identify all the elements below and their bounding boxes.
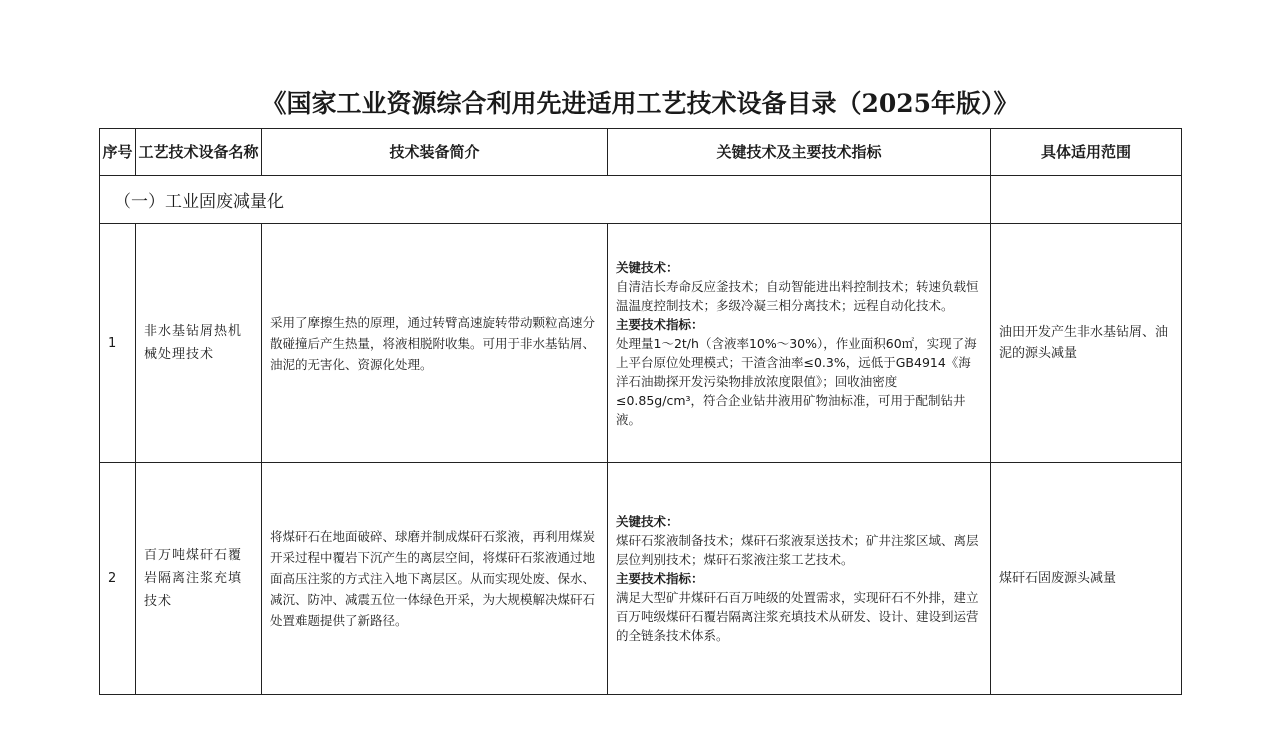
- row-tech-name: 百万吨煤矸石覆岩隔离注浆充填技术: [136, 463, 262, 695]
- index-text: 满足大型矿井煤矸石百万吨级的处置需求，实现矸石不外排，建立百万吨级煤矸石覆岩隔离注浆充填技术从研发、设计、建设到运营的全链条技术体系。: [616, 590, 979, 643]
- row-number: 1: [100, 224, 136, 463]
- catalog-table: [99, 128, 1182, 695]
- table-header-row: [100, 129, 1182, 176]
- header-intro: 技术装备简介: [262, 129, 608, 176]
- key-tech-label: 关键技术：: [616, 514, 679, 529]
- row-tech-name: 非水基钻屑热机械处理技术: [136, 224, 262, 463]
- category-empty-cell: [991, 176, 1182, 224]
- row-intro: 采用了摩擦生热的原理，通过转臂高速旋转带动颗粒高速分散碰撞后产生热量，将液相脱附收集。可用于非水基钻屑、油泥的无害化、资源化处理。: [262, 224, 608, 463]
- header-name: 工艺技术设备名称: [136, 129, 262, 176]
- key-tech-label: 关键技术：: [616, 259, 679, 275]
- header-seq: 序号: [100, 129, 136, 176]
- key-tech-text: 煤矸石浆液制备技术；煤矸石浆液泵送技术；矿井注浆区域、离层层位判别技术；煤矸石浆液注浆工艺技术。: [616, 533, 979, 567]
- index-text: 处理量1～2t/h（含液率10%～30%），作业面积60㎡，实现了海上平台原位处理模式；干渣含油率≤0.3%，远低于GB4914《海洋石油勘探开发污染物排放浓度限值》；回收油密度≤0.85g/cm³，符合企业钻井液用矿物油标准，可用于配制钻井液。: [616, 335, 977, 427]
- row-key-tech: [608, 463, 991, 695]
- document-title: 《国家工业资源综合利用先进适用工艺技术设备目录（2025年版）》: [261, 89, 1019, 118]
- table-row: [100, 224, 1182, 463]
- row-scope: 油田开发产生非水基钻屑、油泥的源头减量: [991, 224, 1182, 463]
- category-label: （一）工业固废减量化: [100, 176, 991, 224]
- row-intro: 将煤矸石在地面破碎、球磨并制成煤矸石浆液，再利用煤炭开采过程中覆岩下沉产生的离层空间，将煤矸石浆液通过地面高压注浆的方式注入地下离层区。从而实现处废、保水、减沉、防冲、减震五位一体绿色开采，为大规模解决煤矸石处置难题提供了新路径。: [262, 463, 608, 695]
- row-number: 2: [100, 463, 136, 695]
- header-scope: 具体适用范围: [991, 129, 1182, 176]
- index-label: 主要技术指标：: [616, 571, 704, 586]
- table-row: [100, 463, 1182, 695]
- index-label: 主要技术指标：: [616, 316, 704, 332]
- category-row: [100, 176, 1182, 224]
- row-scope: 煤矸石固废源头减量: [991, 463, 1182, 695]
- key-tech-text: 自清洁长寿命反应釜技术；自动智能进出料控制技术；转速负载恒温温度控制技术；多级冷凝三相分离技术；远程自动化技术。: [616, 278, 979, 313]
- row-key-tech: [608, 224, 991, 463]
- header-key-tech: 关键技术及主要技术指标: [608, 129, 991, 176]
